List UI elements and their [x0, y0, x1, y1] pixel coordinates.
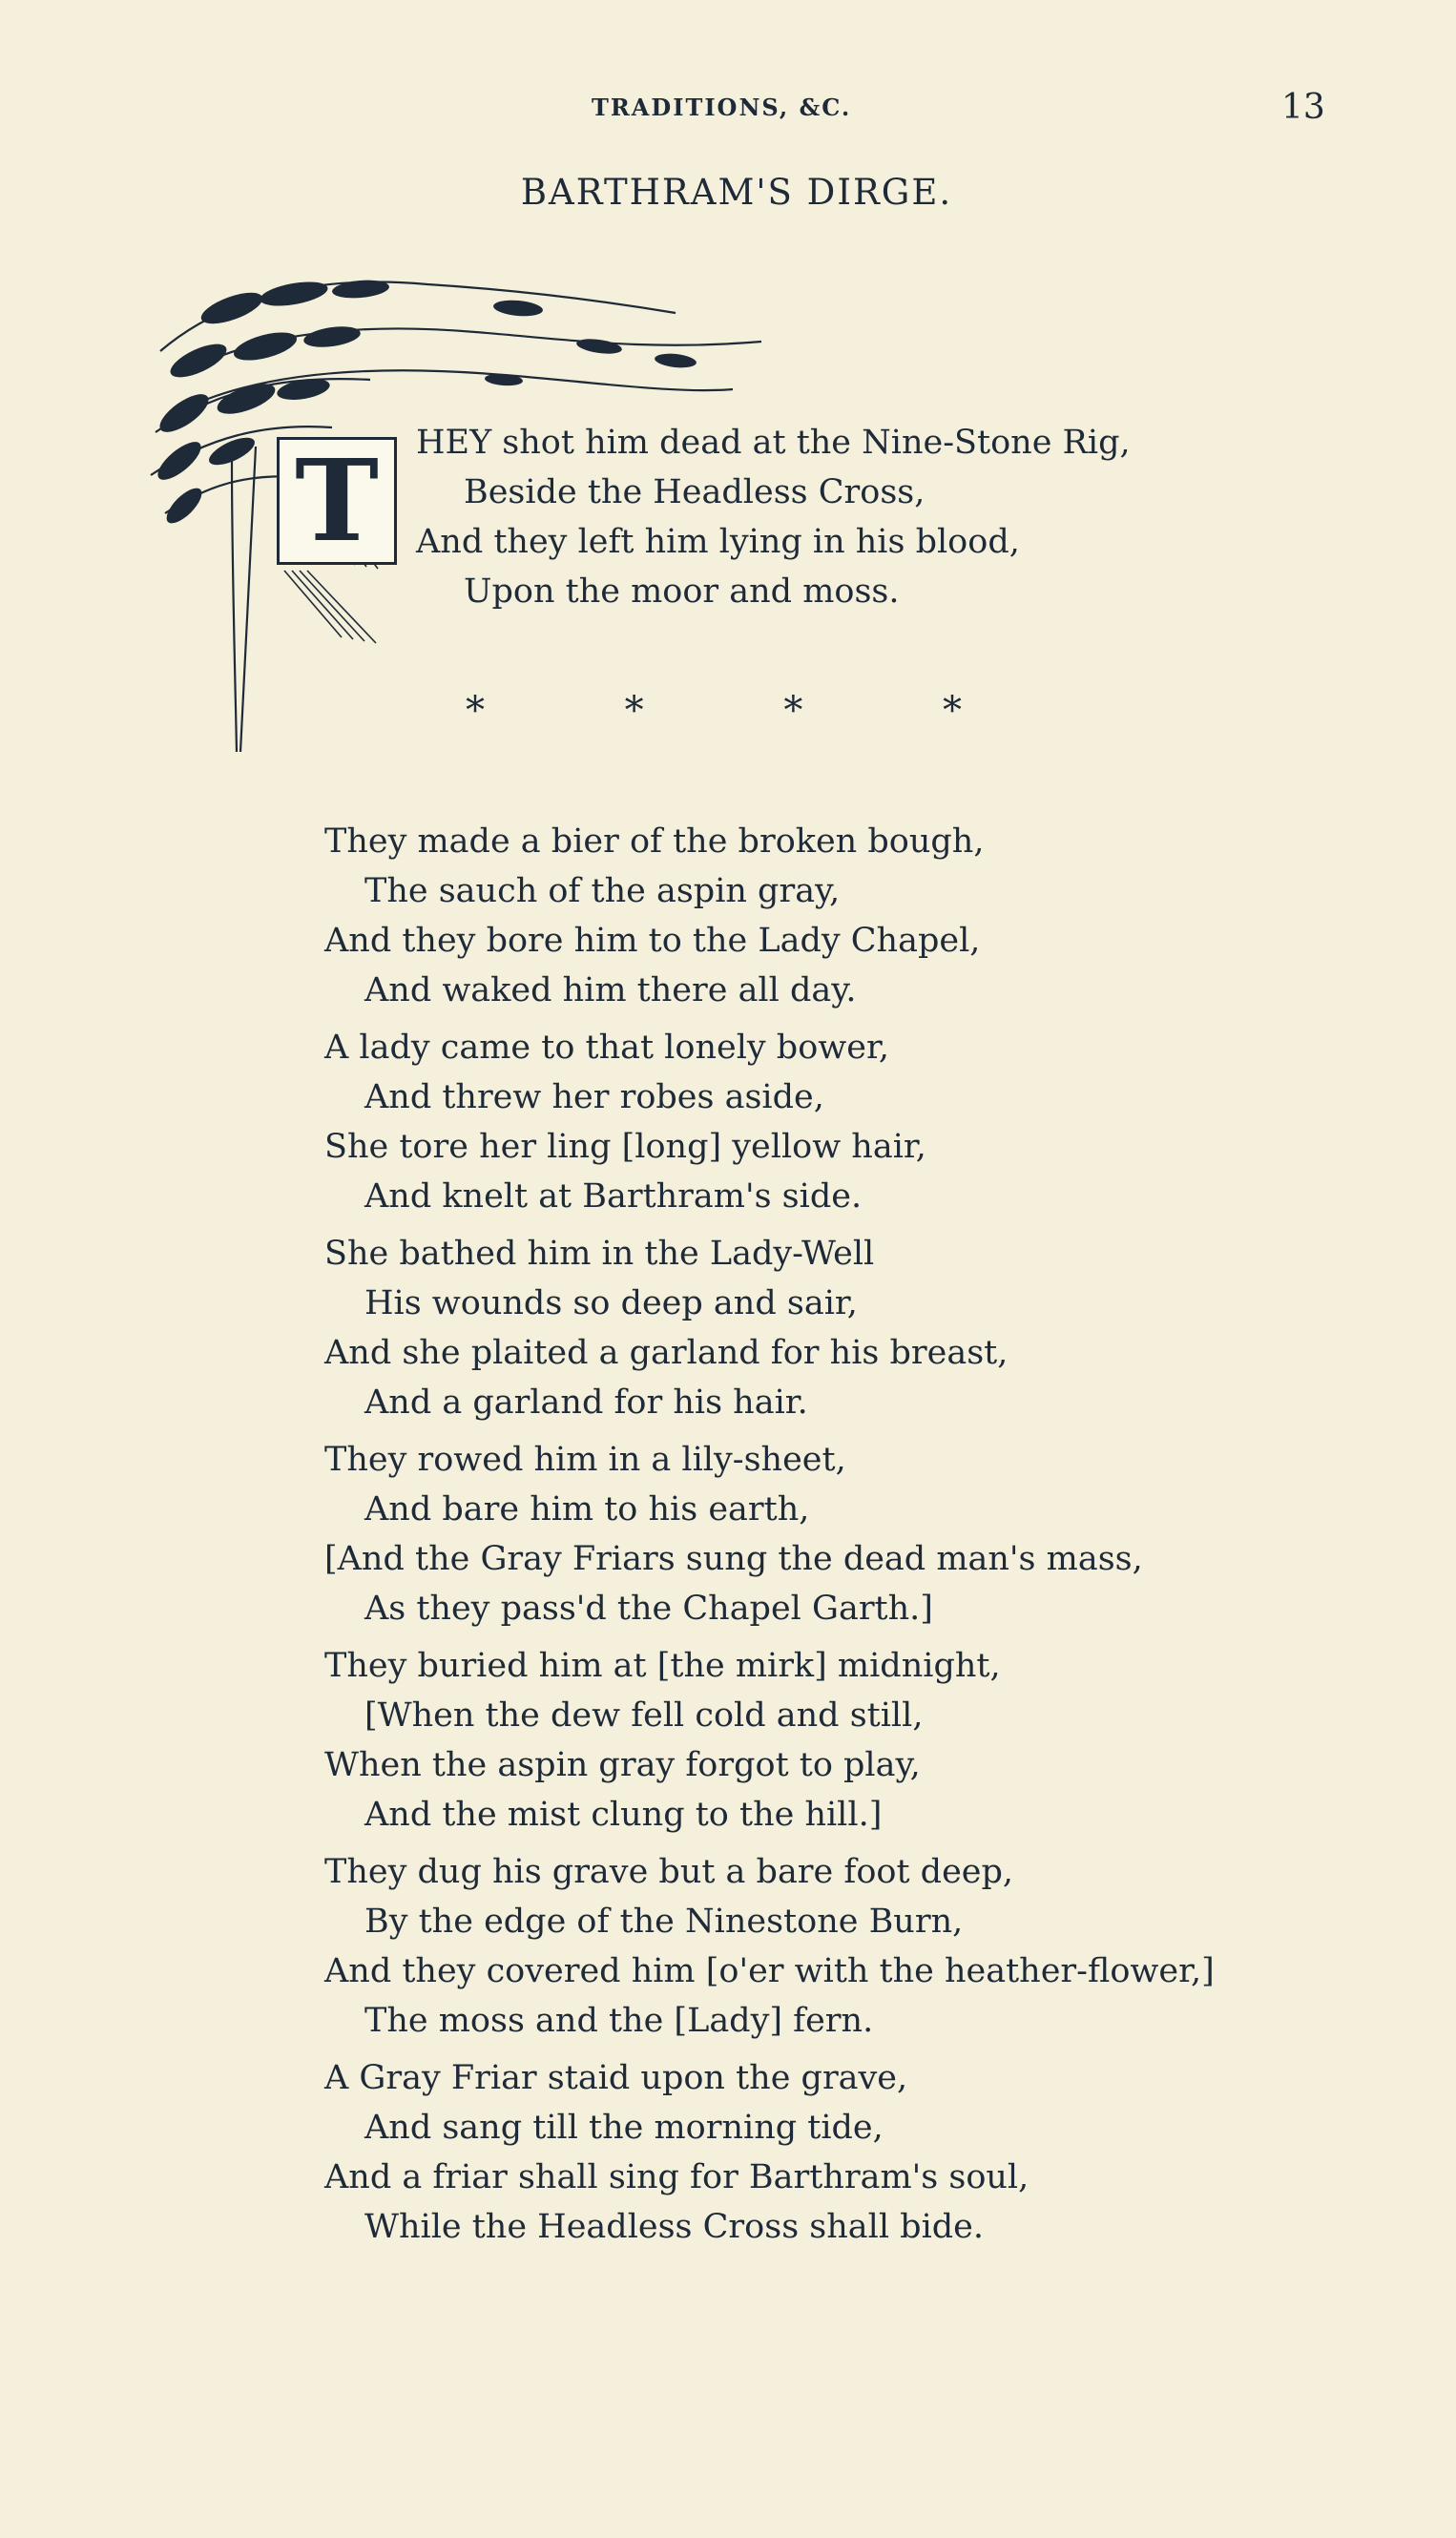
asterisk-icon: *: [466, 689, 485, 733]
stanza: [324, 817, 1355, 1015]
stanza: [324, 1641, 1355, 1840]
poem-line: Beside the Headless Cross,: [464, 473, 926, 511]
poem-line: They dug his grave but a bare foot deep,: [324, 1853, 1014, 1891]
poem-line: She bathed him in the Lady-Well: [324, 1235, 875, 1273]
poem-line: And sang till the morning tide,: [364, 2109, 884, 2147]
stanza: [324, 1229, 1355, 1427]
poem-line: Upon the moor and moss.: [464, 572, 900, 611]
poem-line: And a garland for his hair.: [364, 1383, 808, 1422]
poem-line: [And the Gray Friars sung the dead man's mass,: [324, 1540, 1143, 1578]
poem-line: She tore her ling [long] yellow hair,: [324, 1128, 926, 1166]
poem-line: By the edge of the Ninestone Burn,: [364, 1903, 964, 1941]
stanza: [324, 1435, 1355, 1633]
poem-line: HEY shot him dead at the Nine-Stone Rig,: [416, 424, 1131, 462]
asterisk-icon: *: [942, 689, 962, 733]
poem-line: And she plaited a garland for his breast,: [324, 1334, 1009, 1372]
stanza: [324, 1847, 1355, 2046]
poem-line: And a friar shall sing for Barthram's soul,: [324, 2158, 1030, 2196]
page-number: 13: [1281, 88, 1325, 127]
poem-line: The sauch of the aspin gray,: [364, 872, 841, 910]
poem-line: [When the dew fell cold and still,: [364, 1696, 924, 1735]
poem-line: And they bore him to the Lady Chapel,: [324, 922, 981, 960]
poem-line: They made a bier of the broken bough,: [324, 822, 985, 861]
poem-line: And threw her robes aside,: [364, 1078, 824, 1116]
poem-line: They buried him at [the mirk] midnight,: [324, 1647, 1001, 1685]
drop-cap: T: [277, 437, 397, 565]
stanza: [324, 2053, 1355, 2252]
poem-title: BARTHRAM'S DIRGE.: [520, 172, 953, 213]
poem-line: And they covered him [o'er with the heather-flower,]: [324, 1952, 1215, 1990]
poem-line: They rowed him in a lily-sheet,: [324, 1441, 846, 1479]
stanza: [324, 1023, 1355, 1221]
poem-line: When the aspin gray forgot to play,: [324, 1746, 921, 1784]
poem-line: And the mist clung to the hill.]: [364, 1796, 883, 1834]
poem-line: And knelt at Barthram's side.: [364, 1177, 863, 1216]
poem-line: A lady came to that lonely bower,: [324, 1029, 889, 1067]
poem-line: And they left him lying in his blood,: [416, 523, 1020, 561]
opening-stanza: [416, 418, 1446, 616]
poem-line: His wounds so deep and sair,: [364, 1284, 858, 1322]
poem-line: As they pass'd the Chapel Garth.]: [364, 1590, 933, 1628]
asterisk-icon: *: [624, 689, 644, 733]
poem-line: The moss and the [Lady] fern.: [364, 2002, 874, 2040]
poem-line: A Gray Friar staid upon the grave,: [324, 2059, 908, 2097]
poem-line: And waked him there all day.: [364, 971, 857, 1009]
asterisk-icon: *: [783, 689, 803, 733]
poem-line: While the Headless Cross shall bide.: [364, 2208, 985, 2246]
running-head: TRADITIONS, &C.: [592, 94, 852, 121]
poem-line: And bare him to his earth,: [364, 1490, 810, 1529]
section-break: [466, 689, 962, 733]
